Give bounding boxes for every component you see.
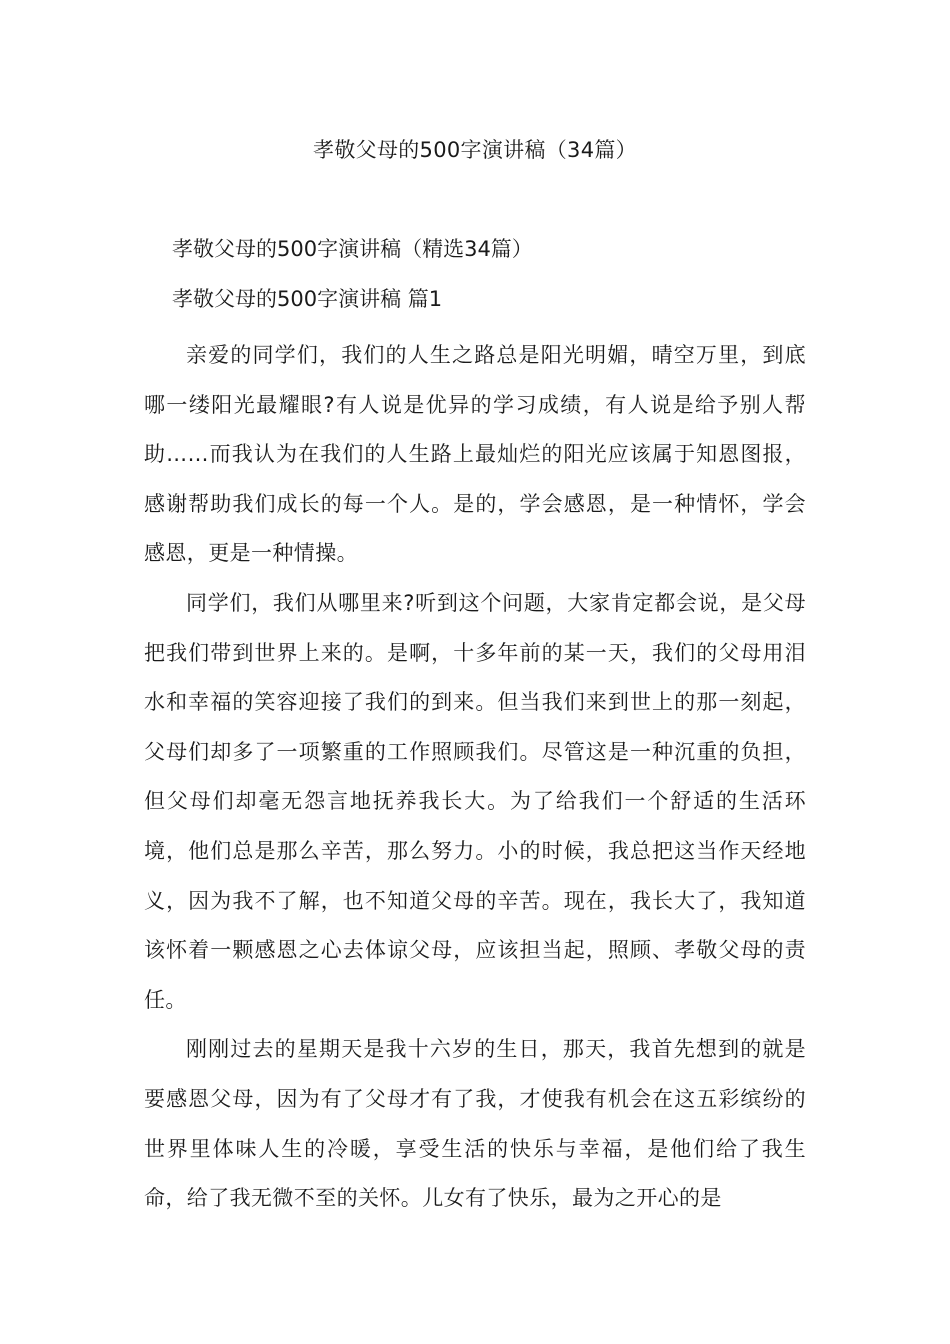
section-heading: 孝敬父母的500字演讲稿 篇1 — [172, 287, 443, 311]
document-subtitle: 孝敬父母的500字演讲稿（精选34篇） — [172, 237, 533, 261]
paragraph: 刚刚过去的星期天是我十六岁的生日，那天，我首先想到的就是要感恩父母，因为有了父母才有了我，才使我有机会在这五彩缤纷的世界里体味人生的冷暖，享受生活的快乐与幸福，是他们给了我生命，给了我无微不至的关怀。儿女有了快乐，最为之开心的是 — [144, 1037, 806, 1211]
document-title: 孝敬父母的500字演讲稿（34篇） — [313, 138, 637, 162]
paragraph: 同学们，我们从哪里来?听到这个问题，大家肯定都会说，是父母把我们带到世界上来的。是啊，十多年前的某一天，我们的父母用泪水和幸福的笑容迎接了我们的到来。但当我们来到世上的那一刻起，父母们却多了一项繁重的工作照顾我们。尽管这是一种沉重的负担，但父母们却毫无怨言地抚养我长大。为了给我们一个舒适的生活环境，他们总是那么辛苦，那么努力。小的时候，我总把这当作天经地义，因为我不了解，也不知道父母的辛苦。现在，我长大了，我知道该怀着一颗感恩之心去体谅父母，应该担当起，照顾、孝敬父母的责任。 — [144, 590, 806, 1012]
paragraph: 亲爱的同学们，我们的人生之路总是阳光明媚，晴空万里，到底哪一缕阳光最耀眼?有人说是优异的学习成绩，有人说是给予别人帮助……而我认为在我们的人生路上最灿烂的阳光应该属于知恩图报，感谢帮助我们成长的每一个人。是的，学会感恩，是一种情怀，学会感恩，更是一种情操。 — [144, 343, 806, 566]
body-text — [144, 331, 806, 1224]
